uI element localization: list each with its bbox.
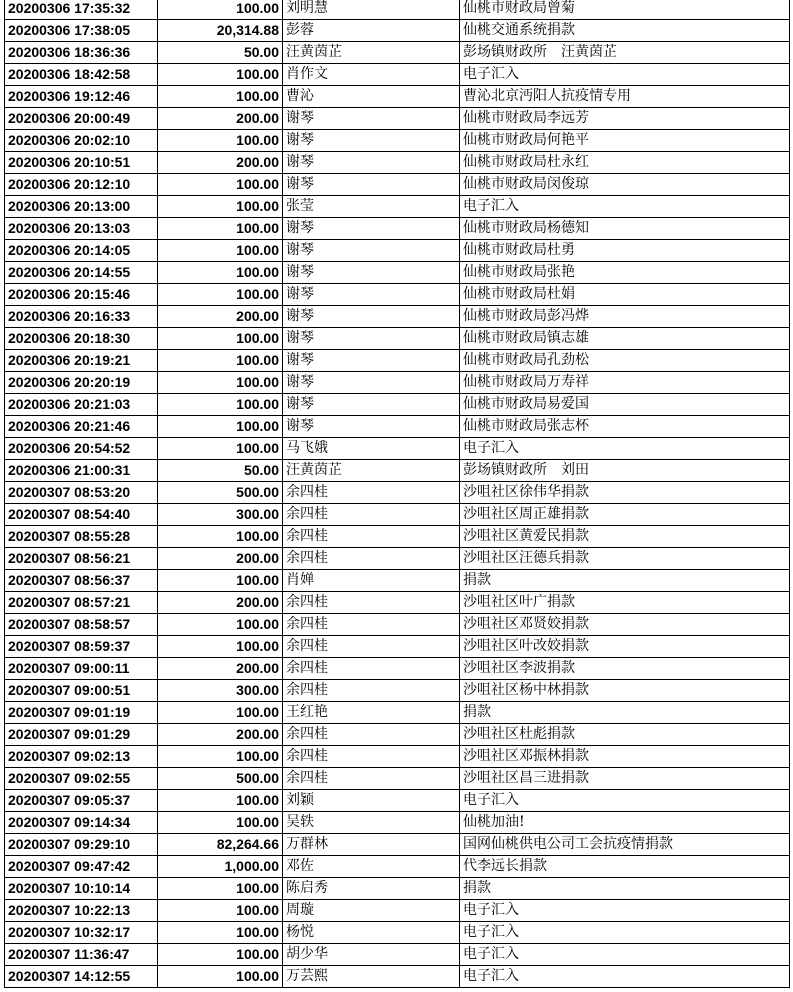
donation-time-cell: 20200307 08:56:37 [5, 570, 158, 592]
donor-name-cell: 谢琴 [283, 174, 460, 196]
donation-amount-cell: 100.00 [158, 702, 283, 724]
donation-amount-cell: 200.00 [158, 658, 283, 680]
table-row [5, 196, 790, 218]
table-row [5, 482, 790, 504]
donation-memo-cell: 电子汇入 [460, 944, 790, 966]
donation-time-cell: 20200306 20:21:03 [5, 394, 158, 416]
donation-amount-cell: 100.00 [158, 394, 283, 416]
donation-amount-cell: 100.00 [158, 746, 283, 768]
donation-memo-cell: 仙桃市财政局万寿祥 [460, 372, 790, 394]
table-row [5, 504, 790, 526]
table-row [5, 174, 790, 196]
donation-memo-cell: 彭场镇财政所 汪黄茵芷 [460, 42, 790, 64]
donation-memo-cell: 电子汇入 [460, 790, 790, 812]
donation-amount-cell: 100.00 [158, 64, 283, 86]
donation-time-cell: 20200307 09:02:55 [5, 768, 158, 790]
donation-memo-cell: 国网仙桃供电公司工会抗疫情捐款 [460, 834, 790, 856]
donation-time-cell: 20200306 20:00:49 [5, 108, 158, 130]
donation-amount-cell: 50.00 [158, 42, 283, 64]
donation-memo-cell: 仙桃市财政局镇志雄 [460, 328, 790, 350]
donation-memo-cell: 仙桃市财政局闵俊琼 [460, 174, 790, 196]
donation-memo-cell: 沙咀社区周正雄捐款 [460, 504, 790, 526]
table-row [5, 548, 790, 570]
donation-time-cell: 20200307 08:57:21 [5, 592, 158, 614]
donor-name-cell: 张莹 [283, 196, 460, 218]
donation-time-cell: 20200307 08:55:28 [5, 526, 158, 548]
table-row [5, 834, 790, 856]
donor-name-cell: 谢琴 [283, 262, 460, 284]
table-row [5, 262, 790, 284]
donation-amount-cell: 200.00 [158, 548, 283, 570]
donation-memo-cell: 沙咀社区邓振林捐款 [460, 746, 790, 768]
donation-amount-cell: 20,314.88 [158, 20, 283, 42]
donation-ledger-table [4, 0, 790, 988]
table-row [5, 966, 790, 988]
donation-memo-cell: 沙咀社区李波捐款 [460, 658, 790, 680]
donor-name-cell: 万芸熙 [283, 966, 460, 988]
donation-time-cell: 20200306 18:42:58 [5, 64, 158, 86]
donation-amount-cell: 100.00 [158, 922, 283, 944]
table-row [5, 768, 790, 790]
donor-name-cell: 吴轶 [283, 812, 460, 834]
donation-amount-cell: 100.00 [158, 878, 283, 900]
donor-name-cell: 周璇 [283, 900, 460, 922]
table-row [5, 878, 790, 900]
donation-time-cell: 20200307 08:58:57 [5, 614, 158, 636]
donor-name-cell: 余四桂 [283, 548, 460, 570]
donor-name-cell: 余四桂 [283, 768, 460, 790]
donation-amount-cell: 100.00 [158, 130, 283, 152]
table-row [5, 460, 790, 482]
donor-name-cell: 谢琴 [283, 152, 460, 174]
donation-amount-cell: 1,000.00 [158, 856, 283, 878]
table-row [5, 724, 790, 746]
donor-name-cell: 谢琴 [283, 240, 460, 262]
table-row [5, 680, 790, 702]
donation-time-cell: 20200307 08:56:21 [5, 548, 158, 570]
donation-memo-cell: 沙咀社区杜彪捐款 [460, 724, 790, 746]
donor-name-cell: 肖婵 [283, 570, 460, 592]
donation-amount-cell: 500.00 [158, 482, 283, 504]
donation-memo-cell: 沙咀社区杨中林捐款 [460, 680, 790, 702]
donation-memo-cell: 仙桃市财政局张志杯 [460, 416, 790, 438]
donor-name-cell: 谢琴 [283, 284, 460, 306]
donation-amount-cell: 100.00 [158, 416, 283, 438]
donor-name-cell: 彭蓉 [283, 20, 460, 42]
donation-time-cell: 20200306 20:21:46 [5, 416, 158, 438]
donation-time-cell: 20200307 09:47:42 [5, 856, 158, 878]
donor-name-cell: 余四桂 [283, 614, 460, 636]
donation-amount-cell: 100.00 [158, 218, 283, 240]
table-row [5, 570, 790, 592]
donation-time-cell: 20200307 11:36:47 [5, 944, 158, 966]
table-row [5, 306, 790, 328]
donation-memo-cell: 仙桃市财政局杜娟 [460, 284, 790, 306]
table-row [5, 42, 790, 64]
donation-time-cell: 20200306 20:10:51 [5, 152, 158, 174]
donation-amount-cell: 50.00 [158, 460, 283, 482]
donation-amount-cell: 100.00 [158, 966, 283, 988]
table-row [5, 812, 790, 834]
table-row [5, 350, 790, 372]
donation-amount-cell: 100.00 [158, 350, 283, 372]
donation-memo-cell: 仙桃市财政局张艳 [460, 262, 790, 284]
donation-time-cell: 20200307 08:54:40 [5, 504, 158, 526]
donation-amount-cell: 100.00 [158, 328, 283, 350]
donation-amount-cell: 100.00 [158, 526, 283, 548]
donation-memo-cell: 仙桃交通系统捐款 [460, 20, 790, 42]
donation-memo-cell: 仙桃市财政局杜勇 [460, 240, 790, 262]
donation-amount-cell: 100.00 [158, 284, 283, 306]
donation-memo-cell: 彭场镇财政所 刘田 [460, 460, 790, 482]
donor-name-cell: 余四桂 [283, 746, 460, 768]
donation-memo-cell: 捐款 [460, 570, 790, 592]
donation-time-cell: 20200306 20:02:10 [5, 130, 158, 152]
donation-memo-cell: 仙桃市财政局孔劲松 [460, 350, 790, 372]
donation-amount-cell: 100.00 [158, 944, 283, 966]
table-row [5, 790, 790, 812]
donation-amount-cell: 100.00 [158, 790, 283, 812]
donation-memo-cell: 捐款 [460, 878, 790, 900]
table-row [5, 0, 790, 20]
table-row [5, 394, 790, 416]
donation-amount-cell: 300.00 [158, 504, 283, 526]
donor-name-cell: 余四桂 [283, 680, 460, 702]
donation-memo-cell: 沙咀社区黄爱民捐款 [460, 526, 790, 548]
donor-name-cell: 谢琴 [283, 130, 460, 152]
donation-time-cell: 20200307 09:01:19 [5, 702, 158, 724]
donor-name-cell: 谢琴 [283, 306, 460, 328]
donor-name-cell: 余四桂 [283, 658, 460, 680]
table-row [5, 658, 790, 680]
donor-name-cell: 余四桂 [283, 724, 460, 746]
donation-memo-cell: 仙桃市财政局彭冯烨 [460, 306, 790, 328]
donation-amount-cell: 500.00 [158, 768, 283, 790]
donation-amount-cell: 100.00 [158, 196, 283, 218]
donor-name-cell: 肖作文 [283, 64, 460, 86]
donation-amount-cell: 200.00 [158, 108, 283, 130]
donation-amount-cell: 200.00 [158, 724, 283, 746]
donation-memo-cell: 沙咀社区徐伟华捐款 [460, 482, 790, 504]
donor-name-cell: 汪黄茵芷 [283, 460, 460, 482]
donation-memo-cell: 电子汇入 [460, 64, 790, 86]
donation-time-cell: 20200307 09:01:29 [5, 724, 158, 746]
table-row [5, 746, 790, 768]
donor-name-cell: 谢琴 [283, 108, 460, 130]
donation-amount-cell: 100.00 [158, 0, 283, 20]
donation-time-cell: 20200306 20:54:52 [5, 438, 158, 460]
donation-time-cell: 20200307 09:00:51 [5, 680, 158, 702]
table-row [5, 900, 790, 922]
donation-amount-cell: 100.00 [158, 174, 283, 196]
donation-time-cell: 20200306 20:18:30 [5, 328, 158, 350]
table-row [5, 64, 790, 86]
donor-name-cell: 胡少华 [283, 944, 460, 966]
donation-memo-cell: 沙咀社区汪德兵捐款 [460, 548, 790, 570]
donation-time-cell: 20200306 17:35:32 [5, 0, 158, 20]
table-row [5, 284, 790, 306]
table-row [5, 130, 790, 152]
donation-time-cell: 20200306 20:13:03 [5, 218, 158, 240]
donation-memo-cell: 电子汇入 [460, 900, 790, 922]
donation-time-cell: 20200306 20:14:05 [5, 240, 158, 262]
donation-time-cell: 20200306 20:13:00 [5, 196, 158, 218]
donor-name-cell: 谢琴 [283, 372, 460, 394]
donation-memo-cell: 捐款 [460, 702, 790, 724]
donation-amount-cell: 100.00 [158, 262, 283, 284]
donation-memo-cell: 代李远长捐款 [460, 856, 790, 878]
donation-time-cell: 20200306 20:20:19 [5, 372, 158, 394]
table-row [5, 416, 790, 438]
donation-time-cell: 20200307 10:10:14 [5, 878, 158, 900]
donation-time-cell: 20200307 08:53:20 [5, 482, 158, 504]
donation-time-cell: 20200307 09:05:37 [5, 790, 158, 812]
ledger-body [5, 0, 790, 988]
donation-amount-cell: 200.00 [158, 306, 283, 328]
donation-amount-cell: 100.00 [158, 438, 283, 460]
donation-time-cell: 20200306 20:14:55 [5, 262, 158, 284]
donation-amount-cell: 100.00 [158, 570, 283, 592]
donor-name-cell: 刘颖 [283, 790, 460, 812]
donation-memo-cell: 电子汇入 [460, 438, 790, 460]
donor-name-cell: 万群林 [283, 834, 460, 856]
donation-memo-cell: 仙桃市财政局杜永红 [460, 152, 790, 174]
donor-name-cell: 余四桂 [283, 482, 460, 504]
donation-amount-cell: 82,264.66 [158, 834, 283, 856]
donation-time-cell: 20200306 20:15:46 [5, 284, 158, 306]
donor-name-cell: 陈启秀 [283, 878, 460, 900]
donation-amount-cell: 100.00 [158, 372, 283, 394]
table-row [5, 152, 790, 174]
donor-name-cell: 余四桂 [283, 526, 460, 548]
donation-amount-cell: 300.00 [158, 680, 283, 702]
table-row [5, 922, 790, 944]
table-row [5, 592, 790, 614]
donation-memo-cell: 沙咀社区叶改姣捐款 [460, 636, 790, 658]
donation-memo-cell: 电子汇入 [460, 966, 790, 988]
donation-time-cell: 20200307 09:02:13 [5, 746, 158, 768]
table-row [5, 614, 790, 636]
donor-name-cell: 谢琴 [283, 218, 460, 240]
donor-name-cell: 余四桂 [283, 504, 460, 526]
table-row [5, 20, 790, 42]
donation-memo-cell: 仙桃加油! [460, 812, 790, 834]
donation-amount-cell: 100.00 [158, 86, 283, 108]
donation-amount-cell: 100.00 [158, 614, 283, 636]
donation-time-cell: 20200307 09:00:11 [5, 658, 158, 680]
donation-memo-cell: 沙咀社区邓贤姣捐款 [460, 614, 790, 636]
donation-memo-cell: 仙桃市财政局曾菊 [460, 0, 790, 20]
donor-name-cell: 杨悦 [283, 922, 460, 944]
table-row [5, 702, 790, 724]
donor-name-cell: 余四桂 [283, 636, 460, 658]
table-row [5, 372, 790, 394]
donation-time-cell: 20200307 14:12:55 [5, 966, 158, 988]
donation-memo-cell: 仙桃市财政局杨德知 [460, 218, 790, 240]
donation-memo-cell: 仙桃市财政局易爱国 [460, 394, 790, 416]
donation-time-cell: 20200306 18:36:36 [5, 42, 158, 64]
donation-memo-cell: 仙桃市财政局李远芳 [460, 108, 790, 130]
donation-time-cell: 20200306 20:19:21 [5, 350, 158, 372]
donation-amount-cell: 100.00 [158, 636, 283, 658]
donation-time-cell: 20200306 17:38:05 [5, 20, 158, 42]
donation-memo-cell: 电子汇入 [460, 196, 790, 218]
donor-name-cell: 谢琴 [283, 350, 460, 372]
table-row [5, 636, 790, 658]
donation-amount-cell: 100.00 [158, 900, 283, 922]
donation-time-cell: 20200307 09:14:34 [5, 812, 158, 834]
donor-name-cell: 余四桂 [283, 592, 460, 614]
donation-amount-cell: 200.00 [158, 152, 283, 174]
donation-time-cell: 20200306 20:16:33 [5, 306, 158, 328]
table-row [5, 438, 790, 460]
donation-amount-cell: 100.00 [158, 812, 283, 834]
donor-name-cell: 刘明慧 [283, 0, 460, 20]
donor-name-cell: 马飞娥 [283, 438, 460, 460]
table-row [5, 328, 790, 350]
table-row [5, 86, 790, 108]
donation-memo-cell: 仙桃市财政局何艳平 [460, 130, 790, 152]
table-row [5, 240, 790, 262]
donor-name-cell: 谢琴 [283, 328, 460, 350]
donor-name-cell: 汪黄茵芷 [283, 42, 460, 64]
donation-time-cell: 20200307 08:59:37 [5, 636, 158, 658]
table-row [5, 526, 790, 548]
donation-amount-cell: 200.00 [158, 592, 283, 614]
donation-time-cell: 20200307 09:29:10 [5, 834, 158, 856]
donor-name-cell: 谢琴 [283, 416, 460, 438]
donation-time-cell: 20200306 19:12:46 [5, 86, 158, 108]
donation-memo-cell: 沙咀社区昌三进捐款 [460, 768, 790, 790]
donor-name-cell: 曹沁 [283, 86, 460, 108]
donation-amount-cell: 100.00 [158, 240, 283, 262]
donation-time-cell: 20200307 10:32:17 [5, 922, 158, 944]
donor-name-cell: 谢琴 [283, 394, 460, 416]
table-row [5, 944, 790, 966]
table-row [5, 218, 790, 240]
table-row [5, 856, 790, 878]
donor-name-cell: 王红艳 [283, 702, 460, 724]
donation-memo-cell: 电子汇入 [460, 922, 790, 944]
donation-time-cell: 20200306 21:00:31 [5, 460, 158, 482]
donation-memo-cell: 曹沁北京沔阳人抗疫情专用 [460, 86, 790, 108]
donation-time-cell: 20200306 20:12:10 [5, 174, 158, 196]
table-row [5, 108, 790, 130]
donation-time-cell: 20200307 10:22:13 [5, 900, 158, 922]
donor-name-cell: 邓佐 [283, 856, 460, 878]
donation-memo-cell: 沙咀社区叶广捐款 [460, 592, 790, 614]
